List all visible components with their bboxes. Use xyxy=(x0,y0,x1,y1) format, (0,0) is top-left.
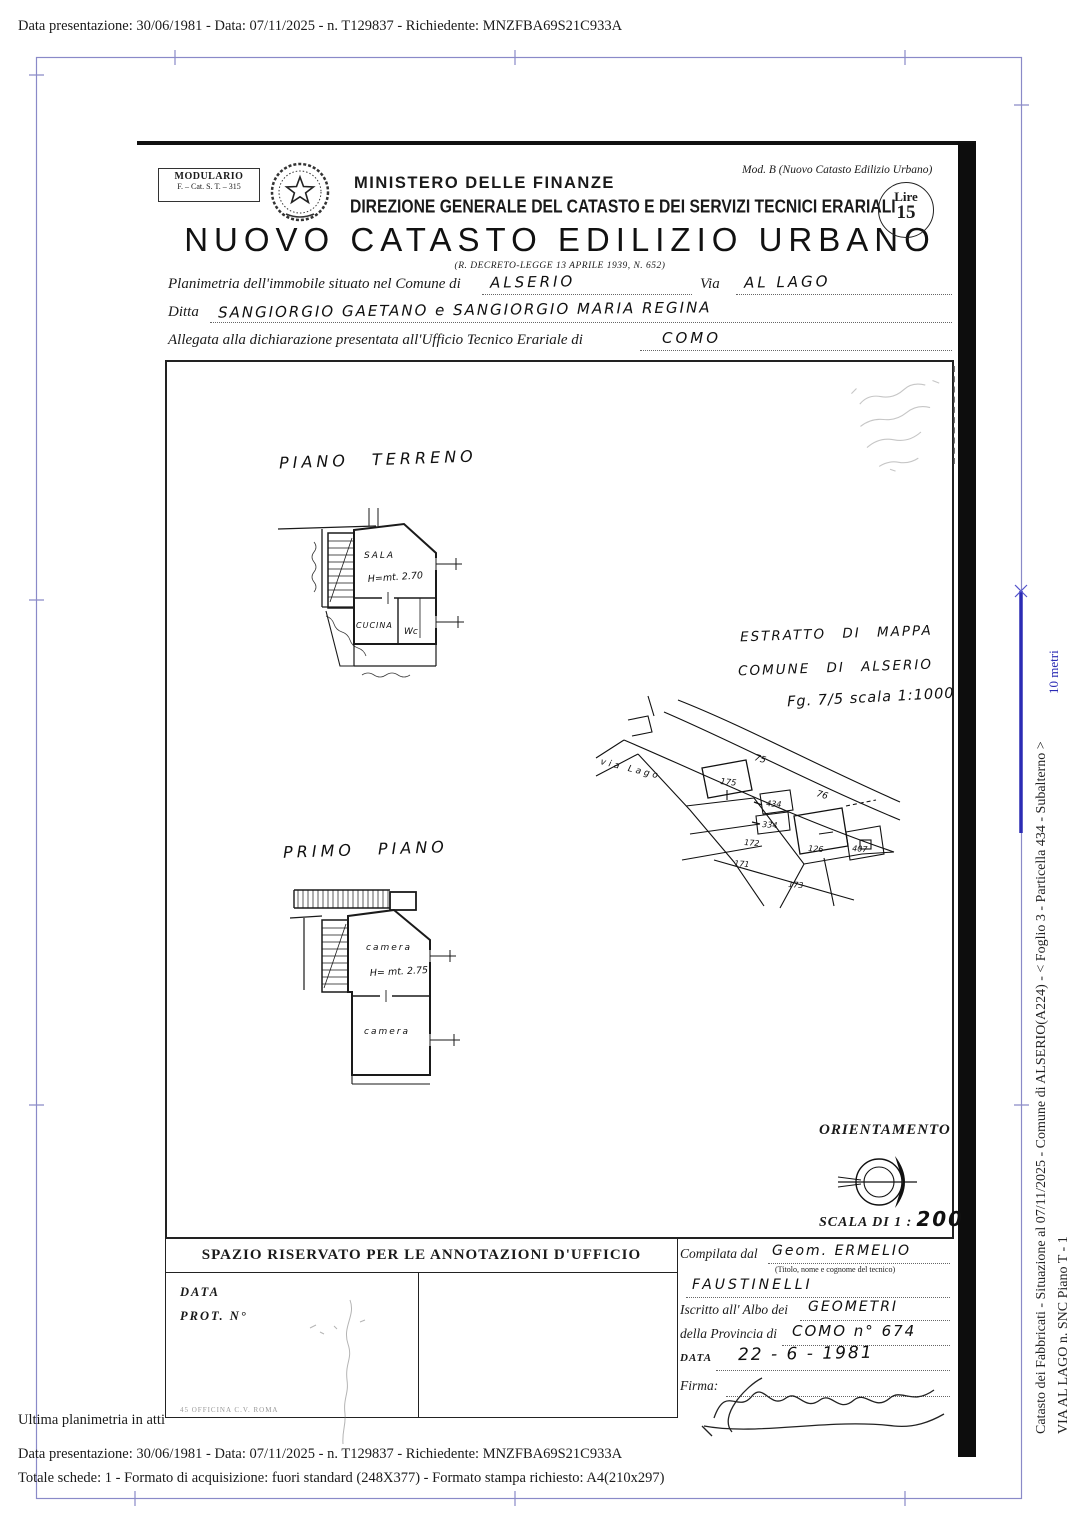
technician-signature xyxy=(698,1356,953,1441)
drawing-scale xyxy=(819,1207,964,1231)
modulario-line1: MODULARIO xyxy=(174,171,244,182)
first-floor-title: PRIMO PIANO xyxy=(282,837,449,862)
room-label-sala: SALA xyxy=(364,551,396,561)
parcel-75: 75 xyxy=(753,753,767,767)
dotted-rule xyxy=(210,322,952,323)
dotted-rule xyxy=(800,1320,950,1321)
ditta-label: Ditta xyxy=(168,304,199,320)
allegata-label: Allegata alla dichiarazione presentata all'Ufficio Tecnico Erariale di xyxy=(168,332,583,348)
provincia-value: COMO n° 674 xyxy=(792,1322,917,1340)
parcel-334: 334 xyxy=(761,820,778,831)
firma-label: Firma: xyxy=(680,1378,719,1393)
modulario-line2: F. – Cat. S. T. – 315 xyxy=(177,182,241,191)
provincia-label: della Provincia di xyxy=(680,1326,777,1341)
parcel-175: 175 xyxy=(719,777,737,789)
planimetria-label: Planimetria dell'immobile situato nel Comune di xyxy=(168,276,461,292)
room-height-first: H= mt. 2.75 xyxy=(369,964,429,979)
map-scale-note: Fg. 7/5 scala 1:1000 xyxy=(786,685,955,711)
map-title-1: ESTRATTO DI MAPPA xyxy=(739,622,934,646)
annotations-header: SPAZIO RISERVATO PER LE ANNOTAZIONI D'UFFICIO xyxy=(166,1239,677,1273)
annotations-prot-label: PROT. N° xyxy=(180,1309,248,1323)
albo-label: Iscritto all' Albo dei xyxy=(680,1302,789,1317)
ground-floor-title: PIANO TERRENO xyxy=(278,446,478,473)
technician-block xyxy=(680,1238,952,1443)
dotted-rule xyxy=(640,350,952,351)
dotted-rule xyxy=(736,294,952,295)
stamp-dashed-edge xyxy=(953,366,955,464)
lire-stamp xyxy=(878,182,934,238)
technician-name-2: FAUSTINELLI xyxy=(692,1277,813,1293)
sidebar-address-line: VIA AL LAGO n. SNC Piano T - 1 xyxy=(1056,1236,1071,1434)
map-scale-bar xyxy=(1015,585,1027,833)
ministero-title: MINISTERO DELLE FINANZE xyxy=(354,174,615,192)
comune-value: ALSERIO xyxy=(489,272,576,292)
scale-value: 200 xyxy=(916,1207,965,1231)
modulario-box xyxy=(158,168,260,202)
subtitle-decree: (R. DECRETO-LEGGE 13 APRILE 1939, N. 652) xyxy=(454,261,666,271)
room-height-ground: H=mt. 2.70 xyxy=(367,570,424,585)
data-value: 22 - 6 - 1981 xyxy=(737,1342,874,1366)
parcel-76: 76 xyxy=(815,789,829,803)
ufficio-value: COMO xyxy=(662,329,722,347)
dotted-rule xyxy=(686,1297,950,1298)
sidebar-catasto-line: Catasto dei Fabbricati - Situazione al 07/11/2025 - Comune di ALSERIO(A224) - < Foglio 3 - Particella 434 - Subalterno > xyxy=(1034,741,1049,1434)
albo-value: GEOMETRI xyxy=(808,1299,899,1315)
cadastral-map-sketch xyxy=(594,694,904,914)
parcel-434: 434 xyxy=(765,799,782,810)
room-label-wc: Wc xyxy=(404,627,418,637)
lire-value: 15 xyxy=(896,202,916,223)
parcel-173: 173 xyxy=(787,880,804,891)
dotted-rule xyxy=(768,1263,950,1264)
scale-label: SCALA DI 1 : xyxy=(819,1215,913,1230)
room-label-cucina: CUCINA xyxy=(356,621,393,630)
room-label-camera2: camera xyxy=(364,1027,410,1037)
map-title-2: COMUNE DI ALSERIO xyxy=(737,656,934,680)
footer-meta-line: Data presentazione: 30/06/1981 - Data: 07/11/2025 - n. T129837 - Richiedente: MNZFBA69S21C933A xyxy=(18,1446,623,1462)
dotted-rule xyxy=(482,294,692,295)
mod-b-label: Mod. B (Nuovo Catasto Edilizio Urbano) xyxy=(742,164,933,176)
state-emblem-icon xyxy=(268,160,332,226)
map-scale-caption: 10 metri xyxy=(1046,650,1061,694)
room-label-camera1: camera xyxy=(366,943,412,953)
drawing-area xyxy=(165,360,965,1239)
map-street-label: via Lago xyxy=(599,757,662,782)
footer-note: Ultima planimetria in atti xyxy=(18,1412,165,1428)
main-title: NUOVO CATASTO EDILIZIO URBANO xyxy=(184,221,936,258)
technician-name-1: Geom. ERMELIO xyxy=(772,1243,912,1259)
lire-label: Lire xyxy=(894,189,918,204)
data-label: DATA xyxy=(680,1352,713,1364)
ground-floor-plan xyxy=(270,498,470,728)
via-value: AL LAGO xyxy=(743,272,831,292)
footer-format-line: Totale schede: 1 - Formato di acquisizione: fuori standard (248X377) - Formato stampa richiesto: A4(210x297) xyxy=(18,1470,665,1486)
sheet-right-scan-band xyxy=(958,143,976,1457)
office-annotations-box xyxy=(165,1238,678,1418)
compilata-label: Compilata dal xyxy=(680,1246,758,1261)
sheet-top-edge xyxy=(137,141,976,145)
annotations-data-label: DATA xyxy=(180,1285,220,1299)
orientation-label: ORIENTAMENTO xyxy=(819,1122,951,1138)
parcel-126: 126 xyxy=(807,844,824,855)
annotations-divider xyxy=(418,1273,419,1417)
faded-ink-stamp xyxy=(850,364,970,474)
printer-imprint: 45 OFFICINA C.V. ROMA xyxy=(180,1406,279,1414)
direzione-title: DIREZIONE GENERALE DEL CATASTO E DEI SERVIZI TECNICI ERARIALI xyxy=(350,197,896,218)
ditta-value: SANGIORGIO GAETANO e SANGIORGIO MARIA REGINA xyxy=(217,298,712,322)
via-label: Via xyxy=(700,276,720,292)
titolo-nota: (Titolo, nome e cognome del tecnico) xyxy=(775,1265,896,1274)
parcel-171: 171 xyxy=(733,859,750,870)
parcel-172: 172 xyxy=(743,838,760,849)
meta-header-line: Data presentazione: 30/06/1981 - Data: 07/11/2025 - n. T129837 - Richiedente: MNZFBA69S21C933A xyxy=(18,18,623,34)
parcel-407: 407 xyxy=(851,844,868,855)
pencil-marks xyxy=(290,1288,390,1463)
first-floor-plan xyxy=(290,878,465,1088)
